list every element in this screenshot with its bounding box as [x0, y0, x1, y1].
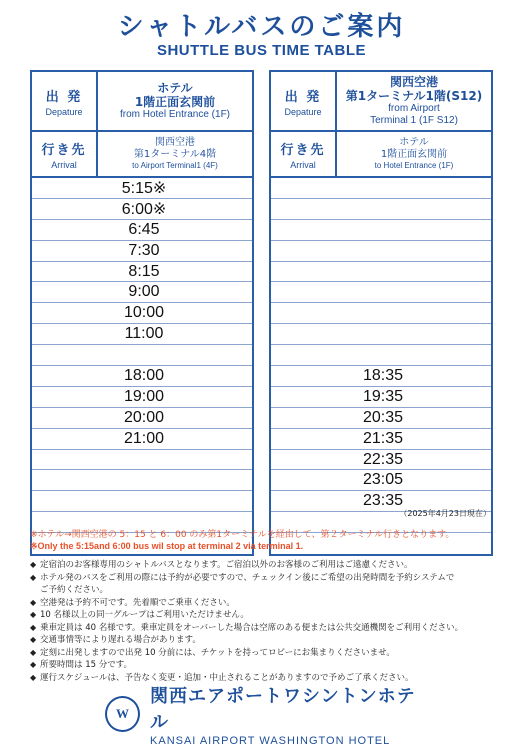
note-item: [30, 647, 510, 660]
arrival-label: 行き先: [280, 142, 326, 158]
arrival-header: [32, 132, 252, 178]
departure-place-en: from Airport Terminal 1 (1F S12): [370, 103, 458, 127]
diamond-bullet-icon: ◆: [30, 610, 37, 619]
arrival-place-en: to Hotel Entrance (1F): [374, 161, 454, 171]
departure-time: 6:45: [128, 220, 160, 238]
time-row: [32, 366, 252, 387]
time-row: [271, 220, 491, 241]
time-row: [32, 303, 252, 324]
time-row: [271, 429, 491, 450]
note-text: 定刻に出発しますので出発 10 分前には、チケットを持ってロビーにお集まりくださいませ。: [40, 647, 395, 658]
time-row: [271, 345, 491, 366]
time-row: [271, 241, 491, 262]
time-row: [271, 470, 491, 491]
departure-time: 23:05: [362, 471, 404, 489]
diamond-bullet-icon: ◆: [30, 560, 37, 569]
time-row: [271, 303, 491, 324]
note-item: [30, 609, 510, 622]
note-item: [30, 597, 510, 610]
departure-place: ホテル 1階正面玄関前: [134, 80, 216, 109]
time-row: [32, 199, 252, 220]
time-row: [271, 262, 491, 283]
time-row: [271, 387, 491, 408]
time-rows: [271, 178, 491, 554]
notes-list: [30, 559, 510, 684]
arrival-label-en: Arrival: [51, 159, 77, 170]
departure-time: 11:00: [124, 325, 164, 343]
note-text: 10 名様以上の同一グループはご利用いただけません。: [40, 610, 249, 620]
hotel-name-en: KANSAI AIRPORT WASHINGTON HOTEL: [150, 734, 391, 747]
time-row: [271, 178, 491, 199]
note-text: 交通事情等により遅れる場合があります。: [40, 635, 201, 645]
departure-time: 20:35: [362, 408, 404, 426]
diamond-bullet-icon: ◆: [30, 597, 37, 607]
red-note-jp: ※ホテル→関西空港の 5：15 と 6：00 のみ第1ターミナルを経由して、第２ターミナル行きとなります。: [30, 530, 455, 540]
time-row: [32, 282, 252, 303]
time-row: [32, 408, 252, 429]
time-row: [32, 387, 252, 408]
time-row: [32, 491, 252, 512]
departure-time: 19:35: [362, 387, 404, 405]
departure-time: 8:15: [128, 262, 160, 280]
departure-time: 19:00: [123, 387, 165, 405]
time-row: [32, 178, 252, 199]
time-row: [32, 324, 252, 345]
arrival-place: ホテル 1階正面玄関前: [380, 137, 448, 161]
departure-place-en: from Hotel Entrance (1F): [119, 109, 231, 121]
departure-time: 23:35: [362, 492, 404, 510]
departure-time: 6:00※: [121, 200, 167, 218]
departure-time: 21:35: [362, 429, 404, 447]
departure-label-en: Depature: [45, 106, 83, 117]
departure-time: 5:15※: [121, 179, 167, 197]
page-subtitle: SHUTTLE BUS TIME TABLE: [156, 42, 367, 59]
arrival-header: [271, 132, 491, 178]
note-text: 所要時間は 15 分です。: [40, 660, 133, 670]
time-row: [271, 366, 491, 387]
departure-time: 18:00: [123, 366, 165, 384]
note-item: [30, 572, 510, 597]
note-text: 運行スケジュールは、予告なく変更・追加・中止されることがありますので予めご了承ください。: [40, 672, 414, 683]
note-text: ホテル発のバスをご利用の際には予約が必要ですので、チェックイン後にご希望の出発時間を予約システムで ご予約ください。: [40, 572, 455, 595]
hotel-logo-icon: W: [105, 696, 140, 732]
arrival-label: 行き先: [41, 142, 87, 158]
departure-header: [32, 72, 252, 132]
arrival-place: 関西空港 第1ターミナル4階: [133, 137, 217, 161]
as-of-date: （2025年4月23日現在）: [399, 509, 491, 518]
diamond-bullet-icon: ◆: [30, 660, 37, 669]
time-row: [32, 429, 252, 450]
note-item: [30, 559, 510, 572]
time-row: [271, 408, 491, 429]
departure-time: 22:35: [362, 450, 404, 468]
departure-header: [271, 72, 491, 132]
diamond-bullet-icon: ◆: [30, 672, 37, 682]
time-row: [32, 241, 252, 262]
time-row: [32, 470, 252, 491]
note-text: 乗車定員は 40 名様です。乗車定員をオーバーした場合は空席のある便または公共交通機関をご利用ください。: [40, 622, 464, 633]
time-row: [271, 324, 491, 345]
time-row: [32, 450, 252, 471]
departure-label-en: Depature: [284, 106, 322, 117]
hotel-footer: [105, 685, 425, 747]
departure-time: 9:00: [128, 283, 160, 301]
time-row: [271, 282, 491, 303]
note-text: 定宿泊のお客様専用のシャトルバスとなります。ご宿泊以外のお客様のご利用はご遠慮ください。: [40, 560, 413, 570]
departure-label: 出 発: [284, 89, 322, 105]
diamond-bullet-icon: ◆: [30, 572, 37, 582]
departure-time: 10:00: [123, 304, 165, 322]
note-text: 空港発は予約不可です。先着順でご乗車ください。: [40, 597, 235, 608]
departure-place: 関西空港 第1ターミナル1階(S12): [345, 74, 483, 103]
timetable-hotel-to-airport: [30, 70, 254, 556]
time-row: [271, 450, 491, 471]
timetable-airport-to-hotel: [269, 70, 493, 556]
departure-time: 21:00: [123, 429, 165, 447]
note-item: [30, 634, 510, 647]
time-rows: [32, 178, 252, 554]
departure-time: 18:35: [362, 366, 404, 384]
arrival-place-en: to Airport Terminal1 (4F): [132, 161, 218, 171]
arrival-label-en: Arrival: [290, 159, 316, 170]
diamond-bullet-icon: ◆: [30, 635, 37, 644]
time-row: [32, 345, 252, 366]
time-row: [32, 262, 252, 283]
departure-time: 20:00: [123, 408, 165, 426]
departure-label: 出 発: [45, 89, 83, 105]
departure-time: 7:30: [128, 241, 160, 259]
red-note-en: ※Only the 5:15and 6:00 bus wil stop at terminal 2 via terminal 1.: [30, 541, 304, 551]
page-title: シャトルバスのご案内: [117, 12, 406, 42]
time-row: [32, 220, 252, 241]
note-item: [30, 622, 510, 635]
hotel-name: 関西エアポートワシントンホテル: [150, 685, 416, 733]
time-row: [271, 199, 491, 220]
diamond-bullet-icon: ◆: [30, 647, 37, 657]
diamond-bullet-icon: ◆: [30, 622, 37, 632]
note-item: [30, 659, 510, 672]
